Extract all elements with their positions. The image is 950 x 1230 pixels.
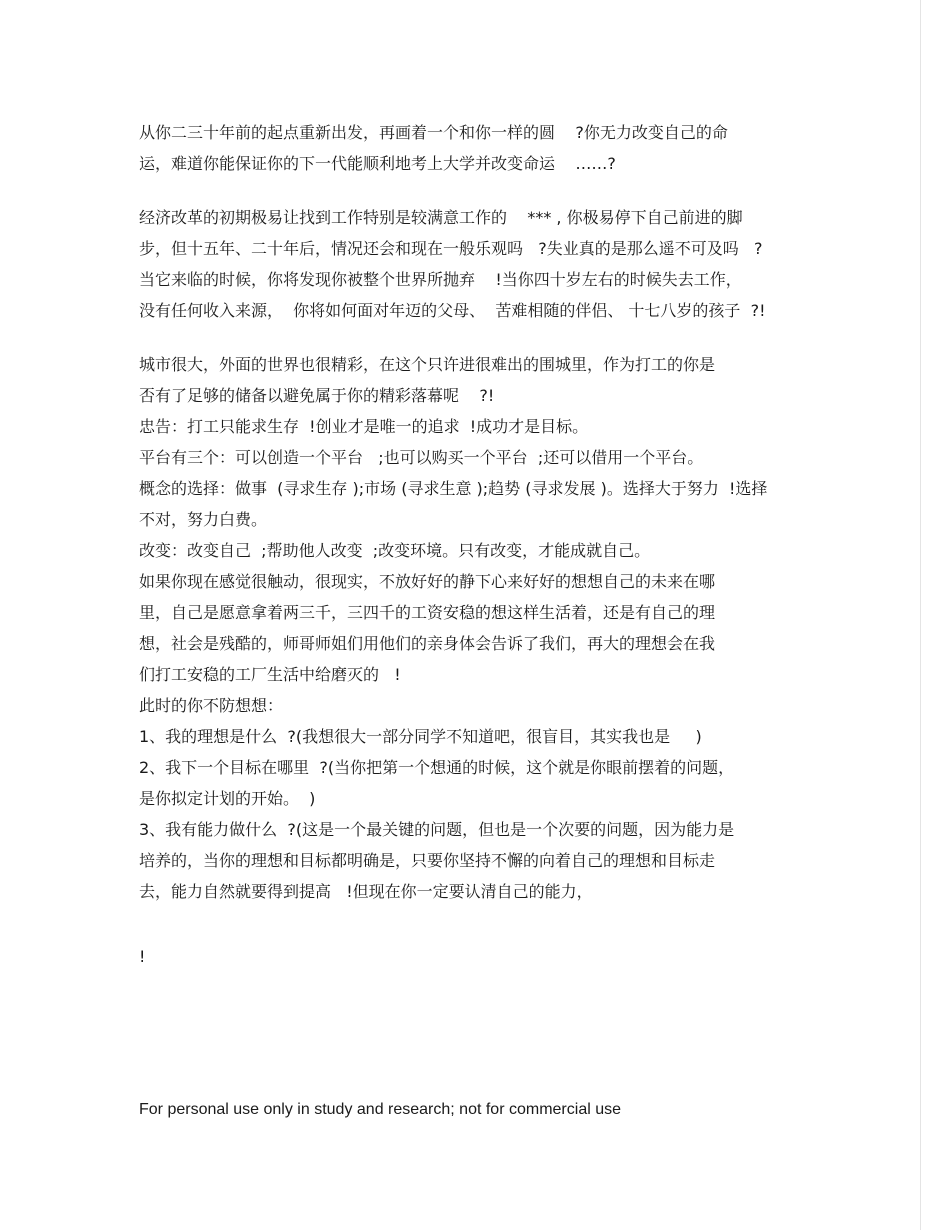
text-line: 培养的，当你的理想和目标都明确是，只要你坚持不懈的向着自己的理想和目标走 (139, 851, 716, 870)
page-margin-strip (921, 0, 950, 1230)
document-body (139, 117, 829, 972)
text-line: 概念的选择：做事 (寻求生存 );市场 (寻求生意 );趋势 (寻求发展 )。选择大于努力 !选择 (139, 479, 768, 498)
text-line: 忠告：打工只能求生存 !创业才是唯一的追求 !成功才是目标。 (139, 417, 589, 436)
text-line: ! (139, 947, 146, 966)
text-line: 2、我下一个目标在哪里 ?(当你把第一个想通的时候，这个就是你眼前摆着的问题， (139, 758, 735, 777)
paragraph-gap (139, 326, 829, 349)
text-line: 运，难道你能保证你的下一代能顺利地考上大学并改变命运 ……? (139, 154, 616, 173)
text-line: 里，自己是愿意拿着两三千，三四千的工资安稳的想这样生活着，还是有自己的理 (139, 603, 716, 622)
text-line: 不对，努力白费。 (139, 510, 268, 529)
paragraph (139, 117, 829, 179)
text-line: 去，能力自然就要得到提高 !但现在你一定要认清自己的能力， (139, 882, 593, 901)
text-line: 经济改革的初期极易让找到工作特别是较满意工作的 *** , 你极易停下自己前进的脚 (139, 208, 743, 227)
text-line: 否有了足够的储备以避免属于你的精彩落幕呢 ?! (139, 386, 495, 405)
text-line: 们打工安稳的工厂生活中给磨灭的 ! (139, 665, 401, 684)
footer-disclaimer: For personal use only in study and research; not for commercial use (139, 1101, 622, 1118)
text-line: 1、我的理想是什么 ?(我想很大一部分同学不知道吧，很盲目，其实我也是 ) (139, 727, 702, 746)
text-line: 从你二三十年前的起点重新出发，再画着一个和你一样的圆 ?你无力改变自己的命 (139, 123, 728, 142)
paragraph-gap (139, 179, 829, 202)
paragraph (139, 349, 829, 907)
text-line: 如果你现在感觉很触动，很现实，不放好好的静下心来好好的想想自己的未来在哪 (139, 572, 716, 591)
paragraph (139, 202, 829, 326)
paragraph-gap (139, 907, 829, 941)
text-line: 此时的你不防想想： (139, 696, 284, 715)
text-line: 城市很大，外面的世界也很精彩，在这个只许进很难出的围城里，作为打工的你是 (139, 355, 716, 374)
text-line: 步，但十五年、二十年后，情况还会和现在一般乐观吗 ?失业真的是那么遥不可及吗 ? (139, 239, 763, 258)
text-line: 想，社会是残酷的，师哥师姐们用他们的亲身体会告诉了我们，再大的理想会在我 (139, 634, 716, 653)
paragraph (139, 941, 829, 972)
text-line: 当它来临的时候，你将发现你被整个世界所抛弃 !当你四十岁左右的时候失去工作， (139, 270, 742, 289)
text-line: 平台有三个：可以创造一个平台 ;也可以购买一个平台 ;还可以借用一个平台。 (139, 448, 704, 467)
text-line: 改变：改变自己 ;帮助他人改变 ;改变环境。只有改变，才能成就自己。 (139, 541, 651, 560)
text-line: 是你拟定计划的开始。 ) (139, 789, 316, 808)
text-line: 没有任何收入来源， 你将如何面对年迈的父母、 苦难相随的伴侣、 十七八岁的孩子 ?! (139, 301, 766, 320)
text-line: 3、我有能力做什么 ?(这是一个最关键的问题，但也是一个次要的问题，因为能力是 (139, 820, 735, 839)
